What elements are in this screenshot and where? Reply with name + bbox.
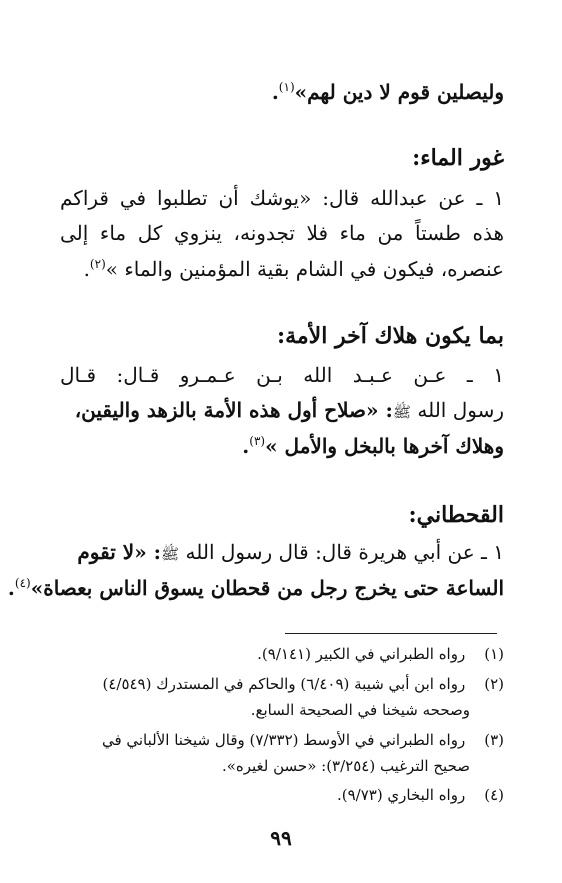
page-number: ٩٩ bbox=[270, 826, 292, 850]
section-heading: غور الماء: bbox=[412, 145, 504, 171]
footnote-number: (١) bbox=[484, 645, 504, 663]
text-span: وهلاك آخرها بالبخل والأمل » bbox=[265, 434, 504, 458]
footnote-continuation: وصححه شيخنا في الصحيحة السابع. bbox=[250, 701, 470, 719]
text-span: . bbox=[7, 576, 15, 600]
footnote-text: رواه البخاري (٩/٧٣). bbox=[336, 786, 466, 804]
text-line bbox=[60, 257, 504, 281]
text-span: وليصلين قوم لا دين لهم» bbox=[294, 80, 504, 104]
text-span: ١ ـ عن أبي هريرة قال: قال رسول الله bbox=[185, 540, 504, 564]
text-line: ١ ـ عـن عـبـد الله بـن عـمـرو قـال: قـال bbox=[60, 363, 504, 387]
footnote-number: (٣) bbox=[484, 731, 504, 749]
footnote-divider bbox=[285, 633, 497, 634]
footnote bbox=[60, 645, 504, 663]
text-span: . bbox=[83, 257, 90, 281]
footnote-continuation: صحيح الترغيب (٣/٢٥٤): «حسن لغيره». bbox=[221, 757, 470, 775]
text-line bbox=[60, 540, 504, 567]
text-line bbox=[60, 80, 504, 104]
text-span: : «لا تقوم bbox=[77, 540, 162, 564]
footnote bbox=[60, 675, 504, 693]
text-line bbox=[60, 434, 504, 458]
text-span: عنصره، فيكون في الشام بقية المؤمنين والماء » bbox=[105, 257, 504, 281]
section-heading: القحطاني: bbox=[408, 502, 504, 528]
footnote bbox=[60, 731, 504, 749]
text-line bbox=[7, 576, 504, 600]
footnote-text: رواه الطبراني في الكبير (٩/١٤١). bbox=[257, 645, 466, 663]
text-span: . bbox=[271, 80, 279, 104]
salutation-symbol: ﷺ bbox=[161, 545, 180, 563]
text-span: الساعة حتى يخرج رجل من قحطان يسوق الناس بعصاة» bbox=[30, 576, 504, 600]
footnote-ref[interactable]: (٣) bbox=[249, 434, 266, 448]
footnote-text: رواه ابن أبي شيبة (٦/٤٠٩) والحاكم في المستدرك (٤/٥٤٩) bbox=[102, 675, 466, 693]
footnote-ref[interactable]: (١) bbox=[278, 80, 295, 94]
text-span: رسول الله bbox=[417, 398, 504, 422]
text-line: ١ ـ عن عبدالله قال: «يوشك أن تطلبوا في قراكم bbox=[60, 186, 504, 210]
footnote-text: رواه الطبراني في الأوسط (٧/٣٣٢) وقال شيخنا الألباني في bbox=[101, 731, 466, 749]
footnote-ref[interactable]: (٢) bbox=[89, 257, 106, 271]
footnote-ref[interactable]: (٤) bbox=[14, 576, 31, 590]
text-line bbox=[60, 398, 504, 425]
section-heading: بما يكون هلاك آخر الأمة: bbox=[276, 323, 504, 349]
footnote-number: (٢) bbox=[484, 675, 504, 693]
text-span: . bbox=[242, 434, 250, 458]
text-span: : «صلاح أول هذه الأمة بالزهد واليقين، bbox=[74, 398, 393, 422]
footnote bbox=[60, 786, 504, 804]
text-line: هذه طستاً من ماء فلا تجدونه، ينزوي كل ماء إلى bbox=[60, 221, 504, 245]
salutation-symbol: ﷺ bbox=[392, 403, 411, 421]
footnote-number: (٤) bbox=[484, 786, 504, 804]
